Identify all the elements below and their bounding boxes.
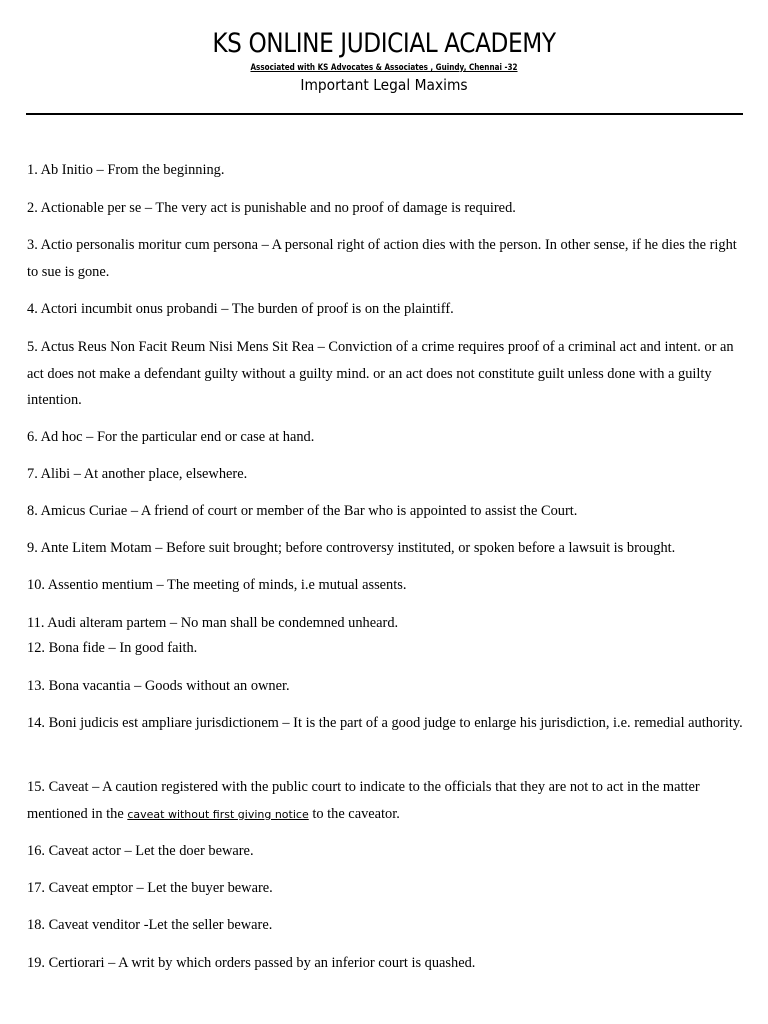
maxim-item: 2. Actionable per se – The very act is punishable and no proof of damage is required. <box>27 200 516 216</box>
academy-title: KS ONLINE JUDICIAL ACADEMY <box>212 28 556 59</box>
maxim-item: 1. Ab Initio – From the beginning. <box>27 162 225 178</box>
maxim-item: 5. Actus Reus Non Facit Reum Nisi Mens Sit Rea – Conviction of a crime requires proof of a criminal act and intent. or an act does not make a defendant guilty without a guilty mind. or an act does not constitute guilt unless done with a guilty intention. <box>27 339 734 408</box>
maxim-item: 14. Boni judicis est ampliare jurisdictionem – It is the part of a good judge to enlarge his jurisdiction, i.e. remedial authority. <box>27 715 743 731</box>
maxim-item: 11. Audi alteram partem – No man shall be condemned unheard. <box>27 615 399 631</box>
maxim-15-text: 15. Caveat – A caution registered with the public court to indicate to the officials that they are not to act in the matter mentioned in the <box>27 779 700 822</box>
maxim-item: 12. Bona fide – In good faith. <box>27 640 198 656</box>
caveat-notice-link[interactable]: caveat without first giving notice <box>127 807 309 821</box>
maxim-item: 7. Alibi – At another place, elsewhere. <box>27 466 248 482</box>
header-divider <box>26 113 743 115</box>
maxim-item: 17. Caveat emptor – Let the buyer beware. <box>27 880 273 896</box>
maxim-item: 19. Certiorari – A writ by which orders passed by an inferior court is quashed. <box>27 955 476 971</box>
maxim-item: 3. Actio personalis moritur cum persona – A personal right of action dies with the person. In other sense, if he dies the right to sue is gone. <box>27 237 737 280</box>
maxim-item: 16. Caveat actor – Let the doer beware. <box>27 843 254 859</box>
maxim-item: 8. Amicus Curiae – A friend of court or member of the Bar who is appointed to assist the Court. <box>27 503 578 519</box>
academy-subtitle: Associated with KS Advocates & Associates , Guindy, Chennai -32 <box>250 63 518 73</box>
maxim-item-caveat <box>27 774 745 828</box>
maxim-item: 9. Ante Litem Motam – Before suit brought; before controversy instituted, or spoken before a lawsuit is brought. <box>27 540 676 556</box>
maxim-item: 13. Bona vacantia – Goods without an owner. <box>27 678 290 694</box>
maxim-item: 10. Assentio mentium – The meeting of minds, i.e mutual assents. <box>27 577 407 593</box>
maxim-item: 18. Caveat venditor -Let the seller beware. <box>27 917 273 933</box>
maxim-15-tail: to the caveator. <box>308 805 400 822</box>
maxim-item: 6. Ad hoc – For the particular end or case at hand. <box>27 429 315 445</box>
maxim-item: 4. Actori incumbit onus probandi – The burden of proof is on the plaintiff. <box>27 301 454 317</box>
document-heading: Important Legal Maxims <box>300 76 468 94</box>
